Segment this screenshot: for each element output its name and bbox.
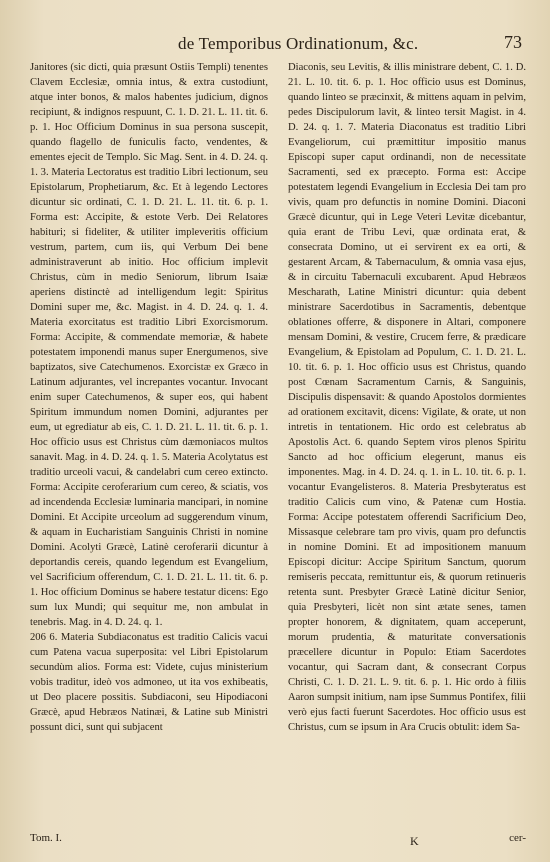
text-columns	[30, 60, 526, 735]
right-column	[288, 60, 526, 735]
left-paragraph: 206 6. Materia Subdiaconatus est traditio Calicis vacui cum Patena vacua superposita: vel Libri Epistolarum secundùm alios. Forma est: Videte, cujus ministerium vobis traditur, ideò vos admoneo, ut ita vos exhibeatis, ut Deo placere possitis. Subdiaconi, seu Hipodiaconi Græcè, apud Hebræos Natinæi, & Latine sub Ministri possunt dici, sunt qui subjacent	[30, 632, 268, 733]
left-column	[30, 60, 268, 735]
page-number: 73	[504, 32, 522, 52]
page-header	[38, 32, 526, 56]
catchword: cer-	[509, 832, 526, 844]
signature-mark: K	[410, 834, 419, 848]
right-paragraph: Diaconis, seu Levitis, & illis ministrare debent, C. 1. D. 21. L. 10. tit. 6. p. 1. Hoc officio usus est Dominus, quando linteo se præcinxit, & mittens aquam in pelvim, pedes Discipulorum lavit, & linteo tersit Magist. in 4. D. 24. q. 1. 7. Materia Diaconatus est traditio Libri Evangeliorum, cui præmittitur impositio manus Episcopi super caput ordinandi, non de necessitate Sacramenti, sed ex præcepto. Forma est: Accipe potestatem legendi Evangelium in Ecclesia Dei tam pro vivis, quam pro defunctis in nomine Domini. Diaconi Græcè dicuntur, qui in Lege Veteri Levitæ dicebantur, quia erant de Tribu Levi, quæ ordinata erat, & consecrata Domino, ut ei servirent ex ea orti, & gestarent Arcam, & Tabernaculum, & omnia vasa ejus, & in circuitu Tabernaculi excubarent. Apud Hebræos Mescharath, Latine Ministri dicuntur: quia debent ministrare Sacerdotibus in Sacramentis, debentque oblationes offerre, & disponere in Altari, componere mensam Domini, & vestire, Crucem ferre, & prædicare Evangelium, & Epistolam ad Populum, C. 1. D. 21. L. 10. tit. 6. p. 1. Hoc officio usus est Christus, quando post Cœnam Sacramentum Carnis, & Sanguinis, Discipulis dispensavit: & quando Apostolos dormientes ad orationem excitavit, dicens: Vigilate, & orate, ut non intretis in tentationem. Hic ordo est celebratus ab Apostolis Act. 6. quando Septem viros plenos Spiritu Sancto ad hoc officium elegerunt, manus eis imponentes. Mag. in 4. D. 24. q. 1. in L. 10. tit. 6. p. 1. vocantur Evangelisteros. 8. Materia Presbyteratus est traditio Calicis cum vino, & Patenæ cum Hostia. Forma: Accipe potestatem offerendi Sacrificium Deo, Missasque celebrare tam pro vivis, quam pro defunctis in nomine Domini. Et ad impositionem manuum Episcopi dicitur: Accipe Spiritum Sanctum, quorum remiseris peccata, remittuntur eis, & quorum retinueris retenta sunt. Presbyter Græcè Latinè dicitur Senior, quia Presbyteri, licèt non sint ætate senes, tamen propter honorem, & dignitatem, quam acceperunt, morum prudentia, & maturitate conversationis præcellere dicuntur in Populo: Etiam Sacerdotes vocantur, qui Sacram dant, & consecrant Corpus Christi, C. 1. D. 21. L. 9. tit. 6. p. 1. Hic ordo à filiis Aaron sumpsit initium, nam ipse Summus Pontifex, filii verò ejus facti fuerunt Sacerdotes. Hoc officio usus est Christus, cum se ipsum in Ara Crucis obtulit: idem Sa-	[288, 62, 526, 733]
left-paragraph: Janitores (sic dicti, quia præsunt Ostiis Templi) tenentes Clavem Ecclesiæ, omnia intus, & extra custodiunt, atque inter bonos, & malos habentes judicium, dignos recipiunt, & indignos respuunt, C. 1. D. 21. L. 11. tit. 6. p. 1. Hoc Officium Dominus in sua persona suscepit, quando flagello de funiculis facto, vendentes, & ementes ejecit de Templo. Sic Mag. Sent. in 4. D. 24. q. 1. 3. Materia Lectoratus est traditio Libri lectionum, seu Epistolarum, Prophetiarum, &c. Et à legendo Lectores dicuntur sic ordinati, C. 1. D. 21. L. 11. tit. 6. p. 1. Forma est: Accipite, & estote Verb. Dei Relatores habituri; si fideliter, & utiliter impleveritis officium vestrum, partem, cum iis, qui Verbum Dei bene administraverunt ab initio. Hoc officium implevit Christus, cùm in medio Seniorum, librum Isaiæ aperiens distinctè ad intelligendum legit: Spiritus Domini super me, &c. Magist. in 4. D. 24. q. 1. 4. Materia exorcitatus est traditio Libri Exorcismorum. Forma: Accipite, & commendate memoriæ, & habete potestatem imponendi manus super Energumenos, sive baptizatos, sive Catechumenos. Exorcistæ ex Græco in Latinum adjurantes, vel increpantes vocantur. Invocant enim super Catechumenos, & super eos, qui habent Spiritum immundum nomen Domini, adjurantes per eum, ut egrediatur ab eis, C. 1. D. 21. L. 11. tit. 6. p. 1. Hoc officio usus est Christus cùm dæmoniacos multos sanavit. Mag. in 4. D. 24. q. 1. 5. Materia Acolytatus est traditio urceoli vacui, & candelabri cum cereo extincto. Forma: Accipite ceroferarium cum cereo, & sciatis, vos ad incendenda Ecclesiæ luminaria mancipari, in nomine Domini. Et Accipite urceolum ad suggerendum vinum, & aquam in Eucharistiam Sanguinis Christi in nomine Domini. Acolyti Græcè, Latinè ceroferarii dicuntur à deportandis cereis, quando legendum est Evangelium, vel Sacrificium offerendum, C. 1. D. 21. L. 11. tit. 6. p. 1. Hoc officium Dominus se habere testatur dicens: Ego sum lux Mundi; qui sequitur me, non ambulat in tenebris. Mag. in 4. D. 24. q. 1.	[30, 62, 268, 628]
volume-label: Tom. I.	[30, 832, 62, 844]
page-footer	[30, 832, 526, 852]
running-title: de Temporibus Ordinationum, &c.	[178, 34, 419, 53]
